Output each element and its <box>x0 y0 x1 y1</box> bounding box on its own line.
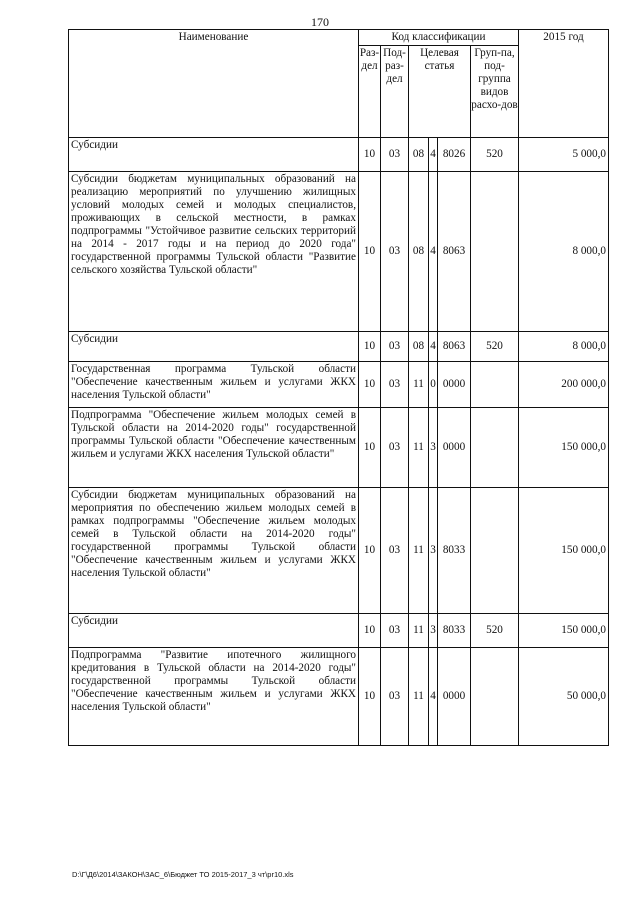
row-podrazdel: 03 <box>381 488 409 614</box>
file-path-footer: D:\Г\Д6\2014\ЗАКОН\ЗАС_6\Бюджет ТО 2015-2017_3 чт\pr10.xls <box>72 870 294 879</box>
row-name: Подпрограмма "Развитие ипотечного жилищного кредитования в Тульской области на 2014-2020 годы" государственной программы Тульской области "Обеспечение качественным жильем и услугами ЖКХ населения Тульской области" <box>69 648 359 746</box>
row-expense-group: 520 <box>471 614 519 648</box>
row-expense-group <box>471 408 519 488</box>
row-amount: 8 000,0 <box>519 332 609 362</box>
row-target-subprogram: 0 <box>429 362 438 408</box>
row-razdel: 10 <box>359 614 381 648</box>
table-row <box>69 362 609 408</box>
table-row <box>69 138 609 172</box>
row-expense-group <box>471 488 519 614</box>
row-target-subprogram: 4 <box>429 648 438 746</box>
row-razdel: 10 <box>359 488 381 614</box>
row-expense-group <box>471 362 519 408</box>
row-target-subprogram: 3 <box>429 488 438 614</box>
header-year: 2015 год <box>519 30 609 138</box>
row-razdel: 10 <box>359 332 381 362</box>
table-row <box>69 648 609 746</box>
row-target-direction: 0000 <box>438 408 471 488</box>
row-podrazdel: 03 <box>381 362 409 408</box>
row-amount: 8 000,0 <box>519 172 609 332</box>
table-row <box>69 408 609 488</box>
row-expense-group <box>471 648 519 746</box>
row-amount: 150 000,0 <box>519 614 609 648</box>
table-row <box>69 332 609 362</box>
row-amount: 150 000,0 <box>519 488 609 614</box>
page-number: 170 <box>311 15 329 29</box>
row-expense-group <box>471 172 519 332</box>
row-name: Субсидии бюджетам муниципальных образований на мероприятия по обеспечению жильем молодых семей в рамках подпрограммы "Обеспечение жильем молодых семей в Тульской области на 2014-2020 годы" государственной программы Тульской области "Обеспечение качественным жильем и услугами ЖКХ населения Тульской области" <box>69 488 359 614</box>
row-target-subprogram: 3 <box>429 408 438 488</box>
row-target-subprogram: 3 <box>429 614 438 648</box>
row-target-program: 08 <box>409 138 429 172</box>
row-podrazdel: 03 <box>381 408 409 488</box>
row-target-program: 11 <box>409 648 429 746</box>
row-target-direction: 0000 <box>438 648 471 746</box>
row-target-program: 08 <box>409 172 429 332</box>
row-podrazdel: 03 <box>381 648 409 746</box>
row-amount: 200 000,0 <box>519 362 609 408</box>
header-code-group: Код классификации <box>359 30 519 46</box>
header-expense-group: Груп-па, под-группа видов расхо-дов <box>471 46 519 138</box>
row-razdel: 10 <box>359 138 381 172</box>
table-row <box>69 172 609 332</box>
row-target-direction: 8033 <box>438 488 471 614</box>
row-expense-group: 520 <box>471 332 519 362</box>
row-target-subprogram: 4 <box>429 138 438 172</box>
row-podrazdel: 03 <box>381 138 409 172</box>
row-amount: 50 000,0 <box>519 648 609 746</box>
row-razdel: 10 <box>359 362 381 408</box>
table-row <box>69 614 609 648</box>
row-razdel: 10 <box>359 648 381 746</box>
row-target-subprogram: 4 <box>429 332 438 362</box>
row-name: Субсидии бюджетам муниципальных образований на реализацию мероприятий по улучшению жилищных условий молодых семей и молодых специалистов, проживающих в сельской местности, в рамках подпрограммы "Устойчивое развитие сельских территорий на 2014 - 2017 годы и на период до 2020 года" государственной программы Тульской области "Развитие сельского хозяйства Тульской области" <box>69 172 359 332</box>
row-razdel: 10 <box>359 408 381 488</box>
budget-table <box>68 29 609 746</box>
row-podrazdel: 03 <box>381 172 409 332</box>
table-row <box>69 488 609 614</box>
row-target-program: 11 <box>409 614 429 648</box>
header-target-article: Целевая статья <box>409 46 471 138</box>
row-target-program: 11 <box>409 408 429 488</box>
row-razdel: 10 <box>359 172 381 332</box>
row-expense-group: 520 <box>471 138 519 172</box>
row-amount: 150 000,0 <box>519 408 609 488</box>
row-name: Субсидии <box>69 332 359 362</box>
row-podrazdel: 03 <box>381 332 409 362</box>
row-name: Субсидии <box>69 138 359 172</box>
row-amount: 5 000,0 <box>519 138 609 172</box>
row-podrazdel: 03 <box>381 614 409 648</box>
row-target-program: 11 <box>409 488 429 614</box>
row-target-program: 08 <box>409 332 429 362</box>
row-target-subprogram: 4 <box>429 172 438 332</box>
row-target-direction: 8063 <box>438 332 471 362</box>
header-name: Наименование <box>69 30 359 138</box>
row-target-direction: 0000 <box>438 362 471 408</box>
row-name: Государственная программа Тульской области "Обеспечение качественным жильем и услугами ЖКХ населения Тульской области" <box>69 362 359 408</box>
row-target-direction: 8026 <box>438 138 471 172</box>
header-podrazdel: Под-раз-дел <box>381 46 409 138</box>
row-target-direction: 8063 <box>438 172 471 332</box>
row-target-program: 11 <box>409 362 429 408</box>
row-name: Субсидии <box>69 614 359 648</box>
header-razdel: Раз-дел <box>359 46 381 138</box>
row-target-direction: 8033 <box>438 614 471 648</box>
row-name: Подпрограмма "Обеспечение жильем молодых семей в Тульской области на 2014-2020 годы" государственной программы Тульской области "Обеспечение качественным жильем и услугами ЖКХ населения Тульской области" <box>69 408 359 488</box>
